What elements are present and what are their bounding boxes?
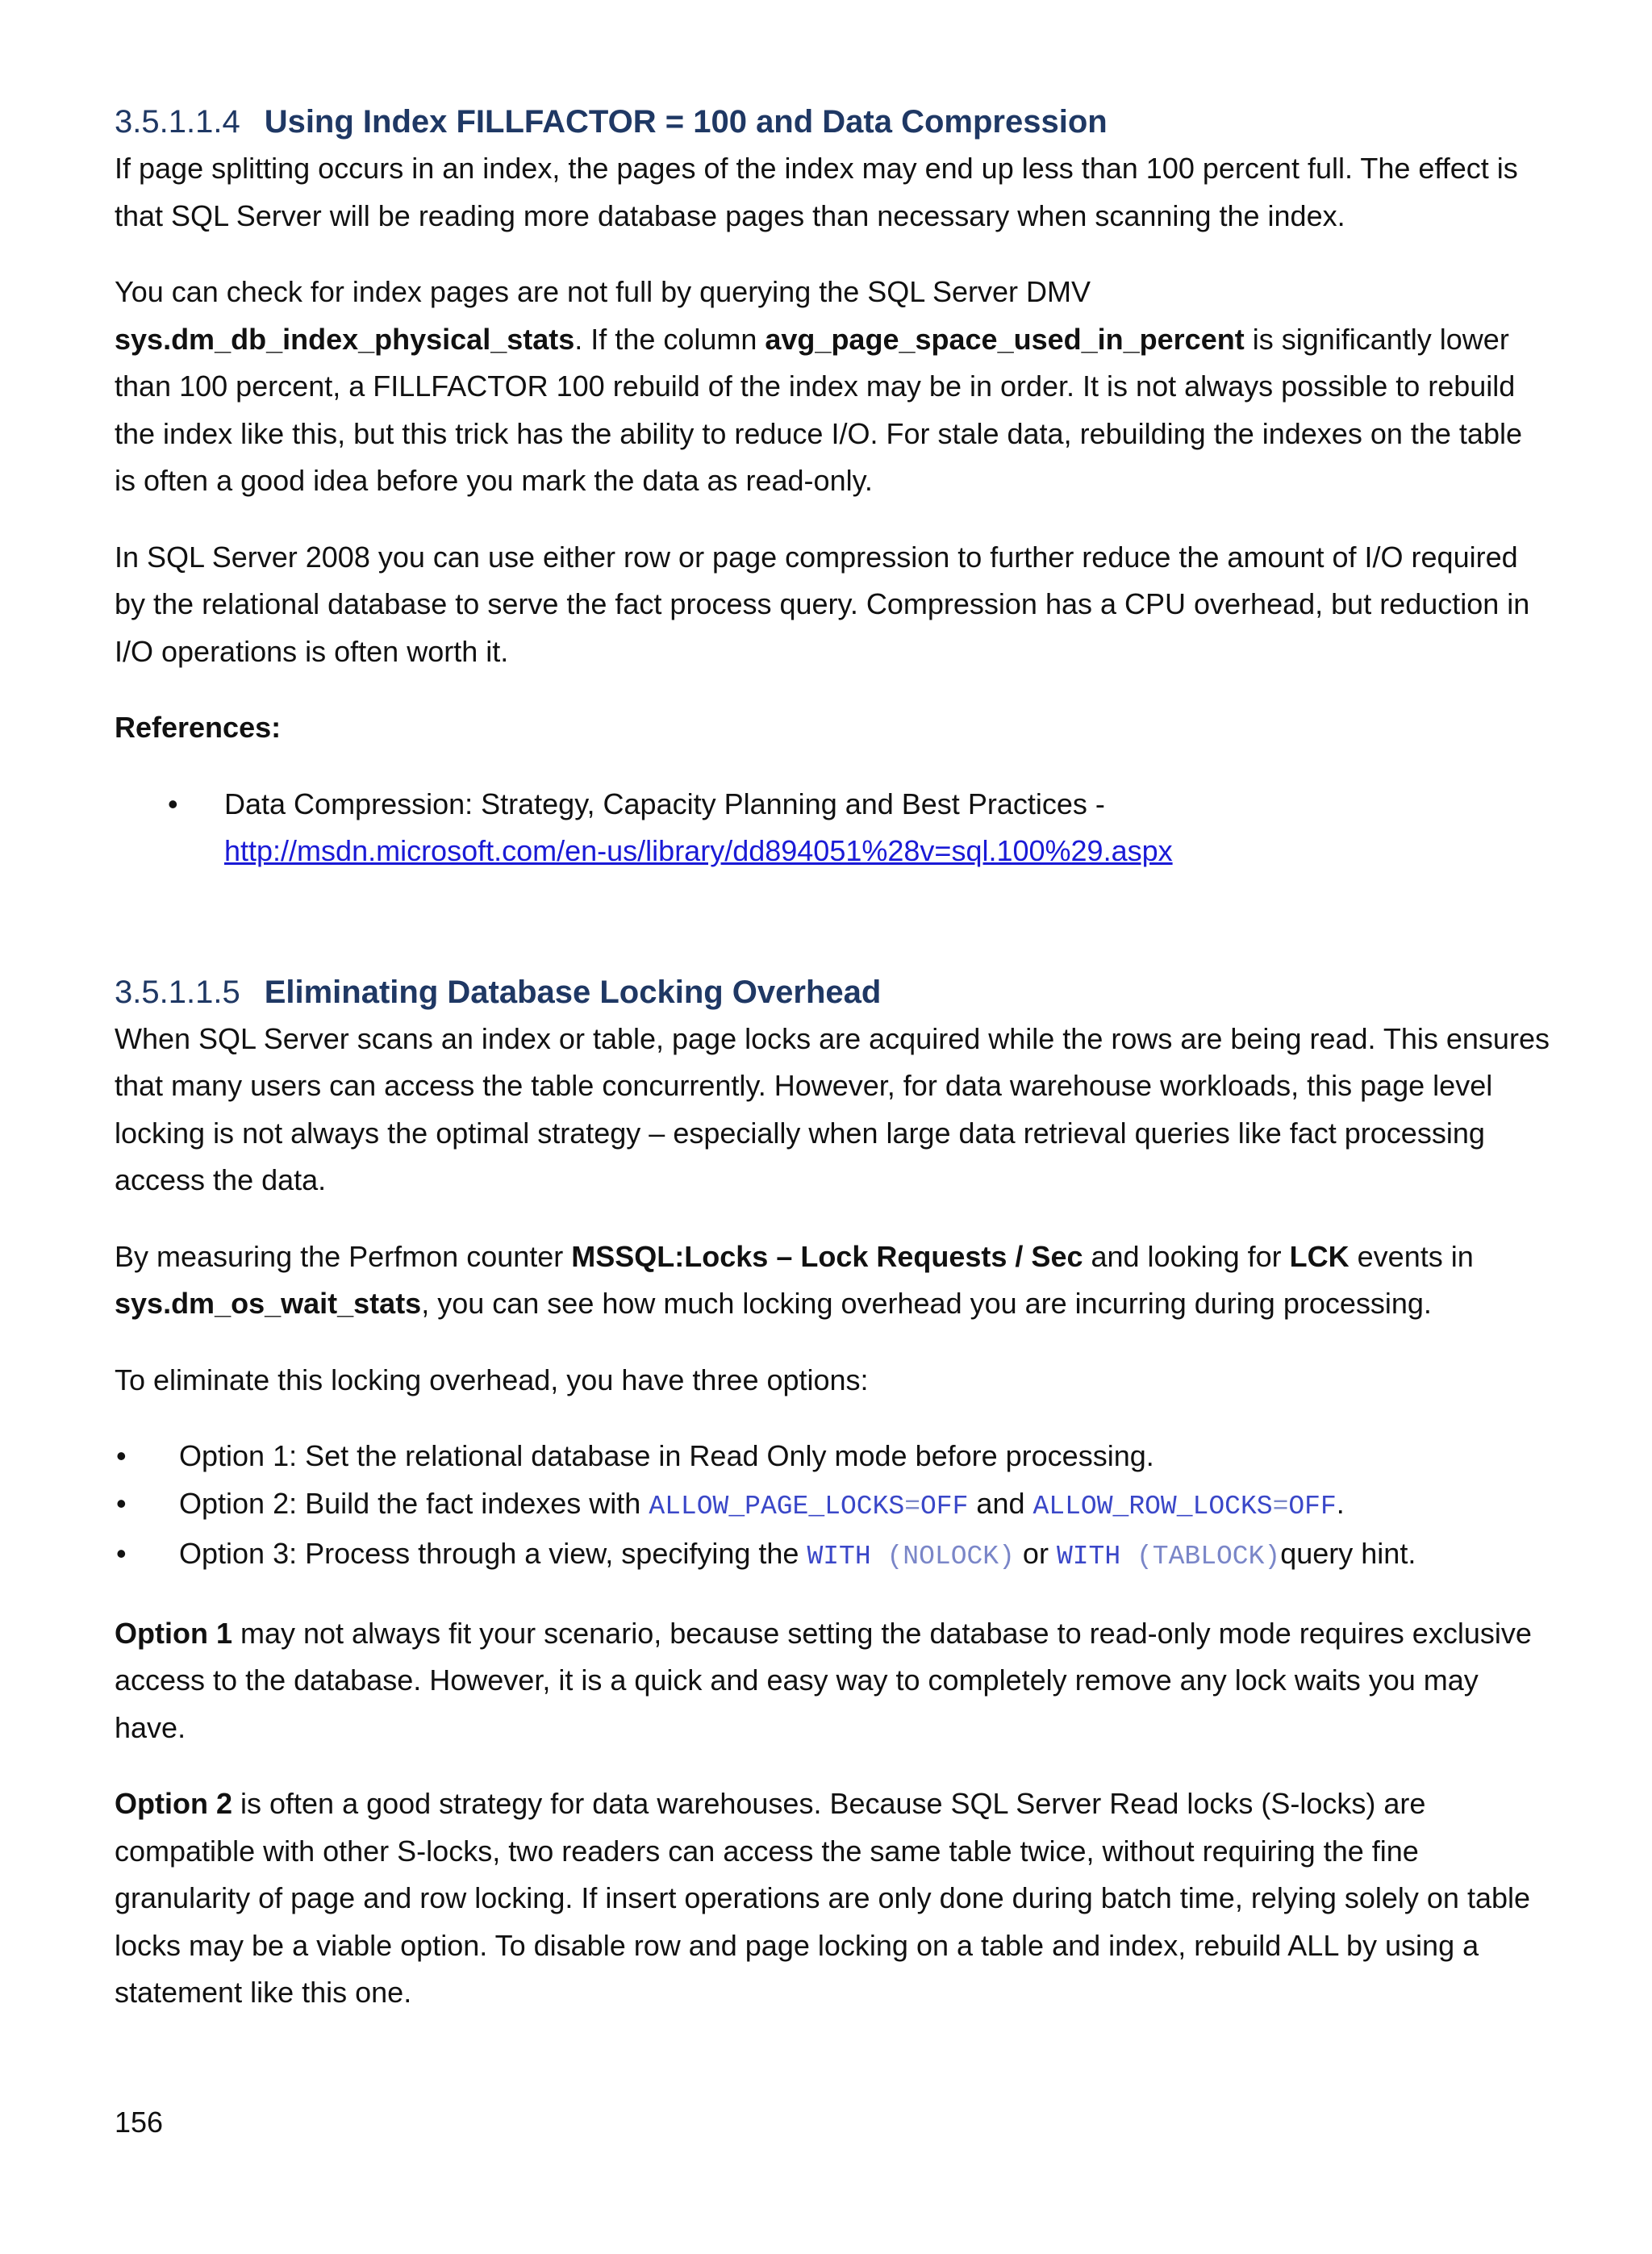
option-label: Option 2 <box>115 1787 232 1820</box>
paragraph-option2 <box>115 1780 1550 2017</box>
options-list <box>115 1433 1550 1581</box>
column-name: avg_page_space_used_in_percent <box>765 322 1245 356</box>
paragraph-perfmon <box>115 1233 1550 1328</box>
paragraph-dmv <box>115 269 1550 505</box>
section-number: 3.5.1.1.5 <box>115 974 240 1010</box>
text: or <box>1014 1537 1057 1570</box>
section-heading-locking <box>115 969 1550 1016</box>
code-snippet: WITH (TABLOCK) <box>1056 1542 1281 1572</box>
dmv-name: sys.dm_db_index_physical_stats <box>115 322 575 356</box>
bullet: • <box>116 1486 127 1520</box>
text: is often a good strategy for data warehouses. Because SQL Server Read locks (S-locks) are compatible with other S-locks, two readers can access the same table twice, without requiring the fine granularity of page and row locking. If insert operations are only done during batch time, relying solely on table locks may be a viable option. To disable row and page locking on a table and index, rebuild ALL by using a statement like this one. <box>115 1787 1531 2009</box>
references-label: References: <box>115 711 282 744</box>
option-text: Option 2: Build the fact indexes with <box>179 1486 649 1520</box>
section-title: Using Index FILLFACTOR = 100 and Data Compression <box>264 104 1108 140</box>
text: query hint. <box>1280 1537 1416 1570</box>
section-heading-fillfactor <box>115 98 1550 145</box>
dmv-name: sys.dm_os_wait_stats <box>115 1287 422 1320</box>
references-list <box>115 781 1550 875</box>
list-item <box>115 1433 1550 1480</box>
page-content <box>115 98 1550 2046</box>
bullet: • <box>168 787 178 820</box>
event-name: LCK <box>1289 1239 1350 1273</box>
counter-name: MSSQL:Locks – Lock Requests / Sec <box>571 1239 1083 1273</box>
code-snippet: ALLOW_ROW_LOCKS=OFF <box>1032 1491 1337 1521</box>
list-item <box>115 781 1550 875</box>
paragraph-compression: In SQL Server 2008 you can use either row or page compression to further reduce the amount of I/O required by the relational database to serve the fact process query. Compression has a CPU overhead, but reduction in I/O operations is often worth it. <box>115 540 1530 668</box>
option-label: Option 1 <box>115 1616 232 1650</box>
reference-link[interactable]: http://msdn.microsoft.com/en-us/library/dd894051%28v=sql.100%29.aspx <box>224 834 1173 867</box>
text: You can check for index pages are not full by querying the SQL Server DMV <box>115 275 1091 308</box>
text: and looking for <box>1083 1239 1290 1273</box>
text: may not always fit your scenario, because setting the database to read-only mode requires exclusive access to the database. However, it is a quick and easy way to completely remove any lock waits you may have. <box>115 1616 1532 1744</box>
code-snippet: ALLOW_PAGE_LOCKS=OFF <box>649 1491 969 1521</box>
text: By measuring the Perfmon counter <box>115 1239 572 1273</box>
reference-text: Data Compression: Strategy, Capacity Planning and Best Practices - <box>224 787 1105 820</box>
paragraph-option1 <box>115 1610 1550 1752</box>
option-text: Option 1: Set the relational database in Read Only mode before processing. <box>179 1439 1154 1472</box>
option-text: Option 3: Process through a view, specifying the <box>179 1537 807 1570</box>
paragraph: To eliminate this locking overhead, you have three options: <box>115 1363 869 1396</box>
paragraph: If page splitting occurs in an index, the pages of the index may end up less than 100 percent full. The effect is that SQL Server will be reading more database pages than necessary when scanning the index. <box>115 152 1518 232</box>
text: , you can see how much locking overhead you are incurring during processing. <box>421 1287 1432 1320</box>
text: is significantly lower than 100 percent, a FILLFACTOR 100 rebuild of the index may be in order. It is not always possible to rebuild the index like this, but this trick has the ability to reduce I/O. For stale data, rebuilding the indexes on the table is often a good idea before you mark the data as read-only. <box>115 322 1522 497</box>
list-item <box>115 1530 1550 1581</box>
bullet: • <box>116 1537 127 1570</box>
section-title: Eliminating Database Locking Overhead <box>264 974 882 1010</box>
text: and <box>968 1486 1033 1520</box>
page-number: 156 <box>115 2106 164 2139</box>
bullet: • <box>116 1439 127 1472</box>
section-number: 3.5.1.1.4 <box>115 104 240 140</box>
text: events in <box>1349 1239 1474 1273</box>
text: . <box>1336 1486 1345 1520</box>
code-snippet: WITH (NOLOCK) <box>807 1542 1015 1572</box>
paragraph: When SQL Server scans an index or table, page locks are acquired while the rows are being read. This ensures that many users can access the table concurrently. However, for data warehouse workloads, this page level locking is not always the optimal strategy – especially when large data retrieval queries like fact processing access the data. <box>115 1021 1550 1196</box>
list-item <box>115 1480 1550 1531</box>
text: . If the column <box>574 322 766 356</box>
